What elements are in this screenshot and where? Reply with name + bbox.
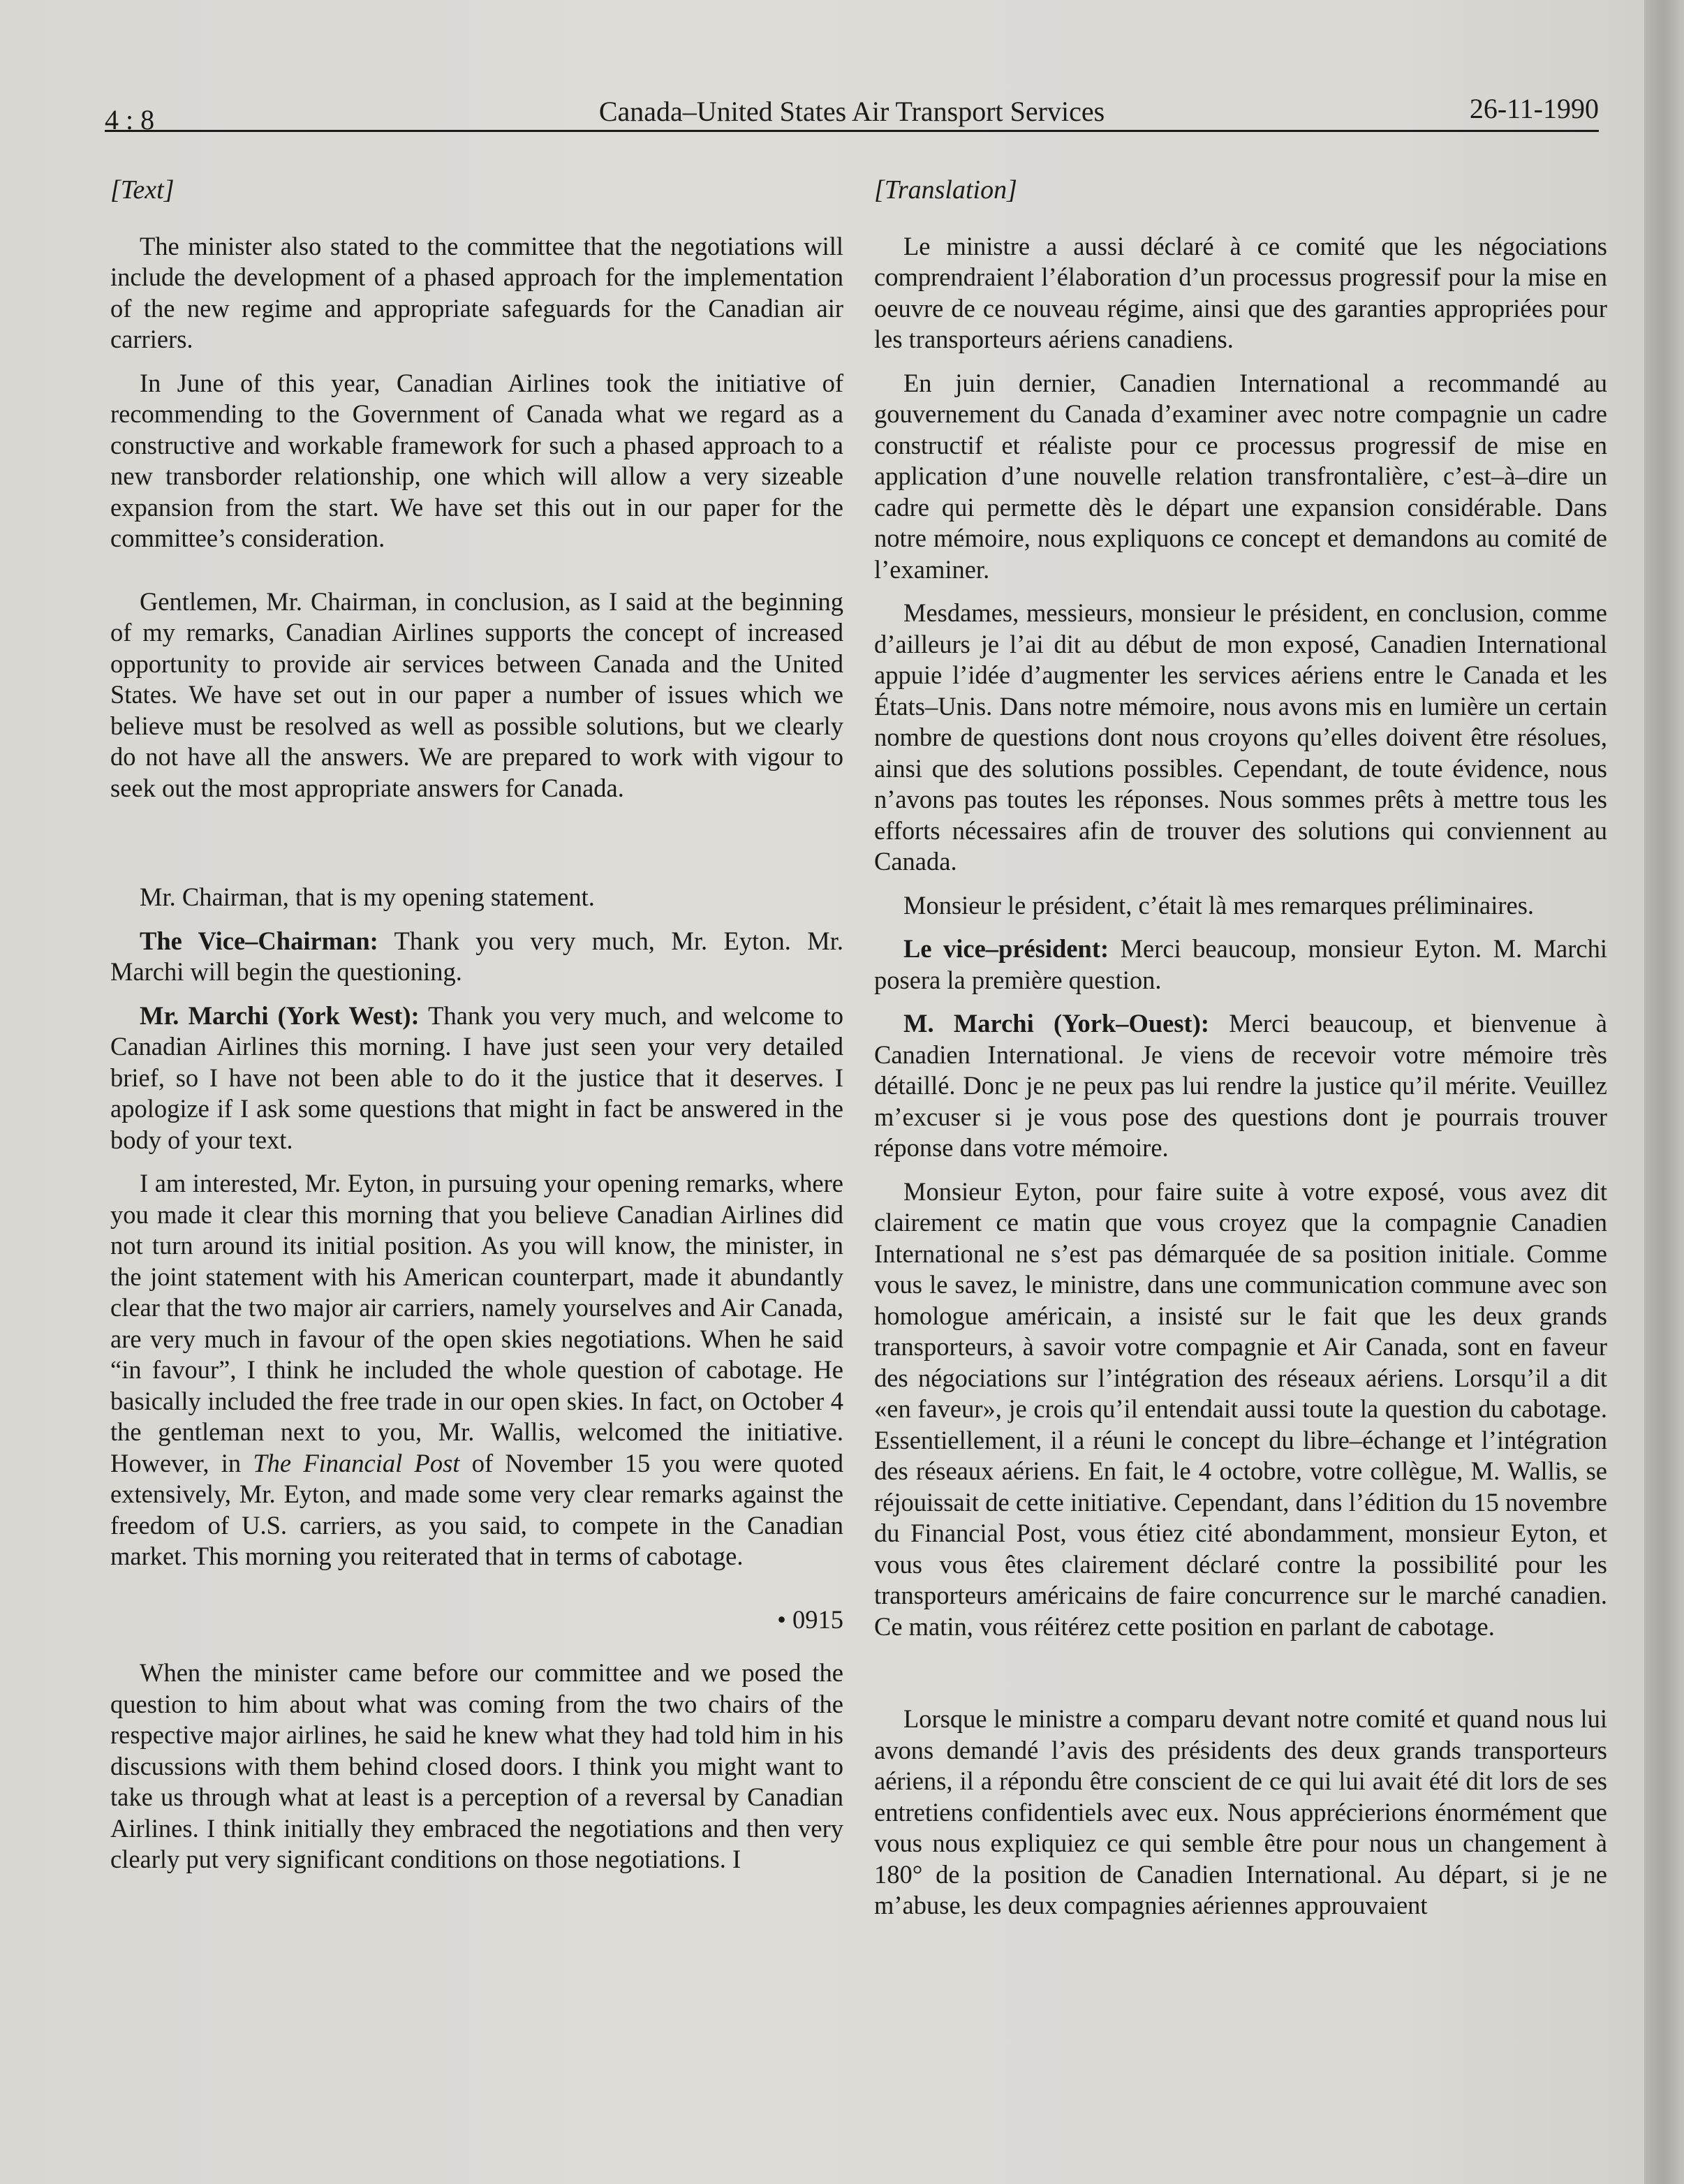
speech-text: Thank you very much, Mr. Eyton. Mr. Marchi will begin the questioning. bbox=[110, 926, 843, 986]
paragraph bbox=[110, 926, 843, 988]
speech-text: Merci beaucoup, monsieur Eyton. M. Marchi posera la première question. bbox=[874, 934, 1607, 994]
time-marker: • 0915 bbox=[777, 1604, 843, 1634]
paragraph: When the minister came before our committee and we posed the question to him about what was coming from the two chairs of the respective major airlines, he said he knew what they had told him in his discussions with them behind closed doors. I think you might want to take us through what at least is a perception of a reversal by Canadian Airlines. I think initially they embraced the negotiations and then very clearly put very significant conditions on those negotiations. I bbox=[110, 1658, 843, 1873]
paragraph: Lorsque le ministre a comparu devant notre comité et quand nous lui avons demandé l’avis des présidents des deux grands transporteurs aériens, il a répondu être conscient de ce qui lui avait été dit lors de ses entretiens confidentiels avec eux. Nous apprécierions énormément que vous nous expliquiez ce qui semble être pour nous un changement à 180° de la position de Canadien International. Au départ, si je ne m’abuse, les deux compagnies aériennes approuvaient bbox=[874, 1704, 1607, 1919]
paragraph: Mr. Chairman, that is my opening statement. bbox=[140, 883, 595, 911]
page-number: 4 : 8 bbox=[105, 104, 155, 135]
page-header bbox=[105, 88, 1599, 135]
speech-text: Merci beaucoup, et bienvenue à Canadien International. Je viens de recevoir votre mémoire très détaillé. Donc je ne peux pas lui rendre la justice qu’il mérite. Veuillez m’excuser si je vous pose des questions dont je pourrais trouver réponse dans votre mémoire. bbox=[874, 1009, 1607, 1162]
paragraph bbox=[874, 1008, 1607, 1164]
speech-text: I am interested, Mr. Eyton, in pursuing your opening remarks, where you made it clear this morning that you believe Canadian Airlines did not turn around its initial position. As you will know, the minister, in the joint statement with his American counterpart, made it abundantly clear that the two major air carriers, namely yourselves and Air Canada, are very much in favour of the open skies negotiations. When he said “in favour”, I think he included the whole question of cabotage. He basically included the free trade in our open skies. In fact, on October 4 the gentleman next to you, Mr. Wallis, welcomed the initiative. However, in bbox=[110, 1169, 843, 1477]
running-title: Canada–United States Air Transport Services bbox=[598, 96, 1105, 127]
paragraph: In June of this year, Canadian Airlines took the initiative of recommending to the Government of Canada what we regard as a constructive and workable framework for such a phased approach to a new transborder relationship, one which will allow a very sizeable expansion from the start. We have set this out in our paper for the committee’s consideration. bbox=[110, 368, 843, 552]
text-label: [Text] bbox=[110, 175, 175, 205]
speaker-name: M. Marchi (York–Ouest): bbox=[903, 1009, 1210, 1038]
paragraph bbox=[874, 934, 1607, 996]
paragraph bbox=[110, 1001, 843, 1156]
french-column bbox=[874, 175, 1607, 1934]
english-column bbox=[110, 175, 843, 1888]
page-date: 26-11-1990 bbox=[1469, 93, 1599, 124]
publication-title: The Financial Post bbox=[253, 1448, 460, 1477]
speech-text: Thank you very much, and welcome to Canadian Airlines this morning. I have just seen your very detailed brief, so I have not been able to do it the justice that it deserves. I apologize if I ask some questions that might in fact be answered in the body of your text. bbox=[110, 1001, 843, 1154]
paragraph: En juin dernier, Canadien International a recommandé au gouvernement du Canada d’examiner avec notre compagnie un cadre constructif et réaliste pour ce processus progressif de mise en application d’une nouvelle relation transfrontalière, c’est–à–dire un cadre qui permette dès le départ une expansion considérable. Dans notre mémoire, nous expliquons ce concept et demandons au comité de l’examiner. bbox=[874, 368, 1607, 584]
paragraph bbox=[110, 1168, 843, 1572]
paragraph: Mesdames, messieurs, monsieur le président, en conclusion, comme d’ailleurs je l’ai dit au début de mon exposé, Canadien International appuie l’idée d’augmenter les services aériens entre le Canada et les États–Unis. Dans notre mémoire, nous avons mis en lumière un certain nombre de questions dont nous croyons qu’elles doivent être résolues, ainsi que des solutions possibles. Cependant, de toute évidence, nous n’avons pas toutes les réponses. Nous sommes prêts à mettre tous les efforts nécessaires afin de trouver des solutions qui conviennent au Canada. bbox=[874, 598, 1607, 876]
speaker-name: Mr. Marchi (York West): bbox=[140, 1001, 420, 1030]
speech-text: of November 15 you were quoted extensively, Mr. Eyton, and made some very clear remarks against the freedom of U.S. carriers, as you said, to compete in the Canadian market. This morning you reiterated that in terms of cabotage. bbox=[110, 1448, 843, 1570]
paragraph: Gentlemen, Mr. Chairman, in conclusion, as I said at the beginning of my remarks, Canadian Airlines supports the concept of increased opportunity to provide air services between Canada and the United States. We have set out in our paper a number of issues which we believe must be resolved as well as possible solutions, but we clearly do not have all the answers. We are prepared to work with vigour to seek out the most appropriate answers for Canada. bbox=[110, 586, 843, 802]
translation-label: [Translation] bbox=[874, 175, 1017, 205]
paragraph: Monsieur le président, c’était là mes remarques préliminaires. bbox=[903, 890, 1535, 920]
paragraph: Le ministre a aussi déclaré à ce comité que les négociations comprendraient l’élaboration d’un processus progressif pour la mise en oeuvre de ce nouveau régime, ainsi que des garanties appropriées pour les transporteurs aériens canadiens. bbox=[874, 231, 1607, 353]
page-edge bbox=[1644, 0, 1684, 2184]
speaker-name: Le vice–président: bbox=[903, 934, 1109, 963]
paragraph: The minister also stated to the committee that the negotiations will include the development of a phased approach for the implementation of the new regime and appropriate safeguards for the Canadian air carriers. bbox=[110, 231, 843, 353]
paragraph: Monsieur Eyton, pour faire suite à votre exposé, vous avez dit clairement ce matin que vous croyez que la compagnie Canadien International ne s’est pas démarquée de sa position initiale. Comme vous le savez, le ministre, dans une communication commune avec son homologue américain, a insisté sur le fait que les deux grands transporteurs, à savoir votre compagnie et Air Canada, sont en faveur des négociations sur l’intégration des réseaux aériens. Lorsqu’il a dit «en faveur», je crois qu’il entendait aussi toute la question du cabotage. Essentiellement, il a réuni le concept du libre–échange et l’intégration des réseaux aériens. En fait, le 4 octobre, votre collègue, M. Wallis, se réjouissait de cette initiative. Cependant, dans l’édition du 15 novembre du Financial Post, vous étiez cité abondamment, monsieur Eyton, et vous vous êtes clairement déclaré contre la possibilité pour les transporteurs américains de faire concurrence sur le marché canadien. Ce matin, vous réitérez cette position en parlant de cabotage. bbox=[874, 1176, 1607, 1641]
speaker-name: The Vice–Chairman: bbox=[140, 926, 378, 955]
